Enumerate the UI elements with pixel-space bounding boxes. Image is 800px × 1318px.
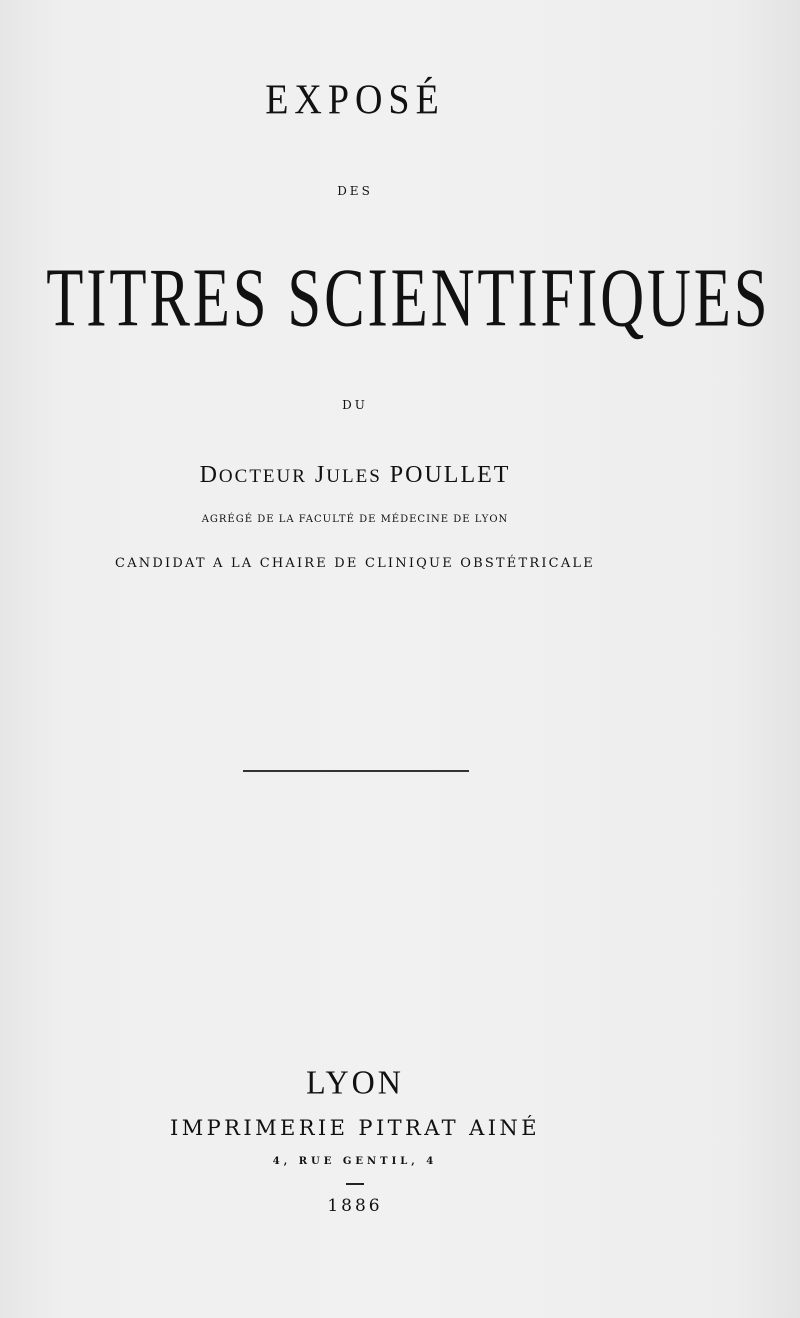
author-affiliation: AGRÉGÉ DE LA FACULTÉ DE MÉDECINE DE LYON [201,514,509,525]
imprint-year: 1886 [327,1196,383,1216]
author-surname: POULLET [389,462,511,488]
author-name [0,462,710,489]
divider-rule [243,770,469,772]
imprint-printer: IMPRIMERIE PITRAT AINÉ [170,1116,540,1140]
author-title-initial: D [199,462,219,488]
author-title-rest: OCTEUR [218,466,307,487]
author-first-initial: J [314,462,327,488]
imprint-address: 4, RUE GENTIL, 4 [272,1156,438,1167]
title-du: DU [342,398,368,412]
imprint-city: LYON [306,1063,404,1101]
main-title: TITRES SCIENTIFIQUES [46,251,771,344]
short-divider [346,1183,364,1185]
author-candidacy: CANDIDAT A LA CHAIRE DE CLINIQUE OBSTÉTRICALE [115,556,595,571]
title-expose: EXPOSÉ [265,76,445,124]
title-des: DES [337,184,373,198]
author-first-rest: ULES [326,466,382,487]
